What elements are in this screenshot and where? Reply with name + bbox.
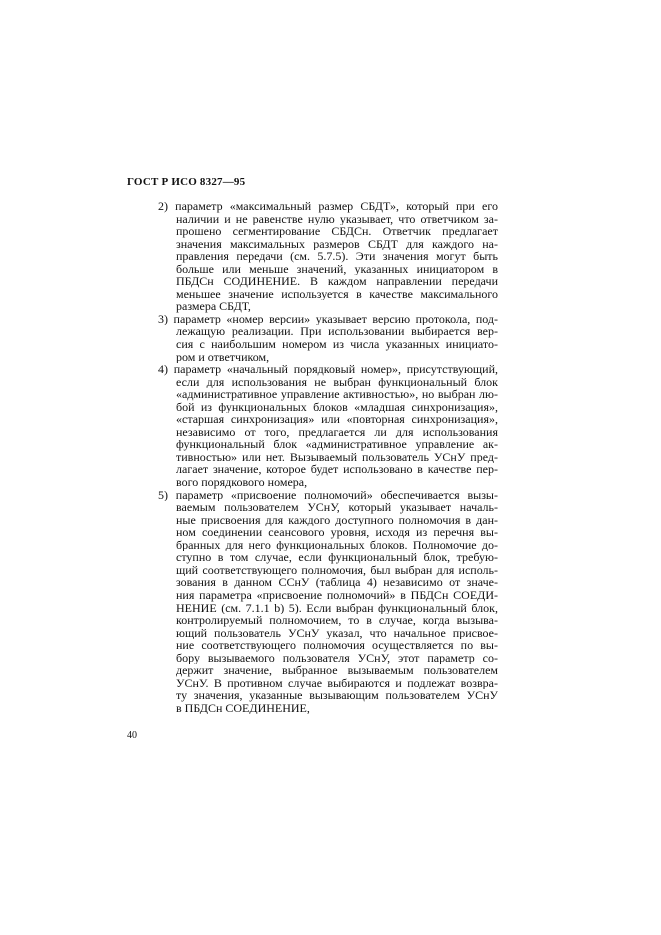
text-line: ном соединении сеансового уровня, исходя из перечня вы- [176,526,498,539]
text-line: 2) параметр «максимальный размер СБДТ», который при его [158,200,498,213]
text-line: правления передачи (см. 5.7.5). Эти значения могут быть [176,250,498,263]
page-number: 40 [127,730,137,741]
body-text [158,200,498,714]
text-line: бой из функциональных блоков «младшая синхронизация», [176,400,498,414]
text-line: сия с наибольшим номером из числа указанных инициато- [176,338,498,351]
text-line: НЕНИЕ (см. 7.1.1 b) 5). Если выбран функциональный блок, [176,601,498,615]
text-line: бранных для него функциональных блоков. Полномочие до- [176,538,498,552]
text-line: лагает значение, которое будет использовано в качестве пер- [176,463,498,477]
text-line: 3) параметр «номер версии» указывает версию протокола, под- [158,312,498,326]
text-line: значения максимальных размеров СБДТ для каждого на- [176,237,498,251]
text-line: тивностью» или нет. Вызываемый пользователь УСнУ пред- [176,450,498,464]
text-line: ту значения, указанные вызывающим пользователем УСнУ [176,689,498,702]
text-line: прошено сегментирование СБДСн. Ответчик предлагает [176,225,498,238]
text-line: независимо от того, предлагается ли для использования [176,425,498,439]
text-line: «старшая синхронизация» или «повторная синхронизация», [176,413,498,426]
text-line: УСнУ. В противном случае выбираются и подлежат возвра- [176,676,498,690]
text-line: 5) параметр «присвоение полномочий» обеспечивается вызы- [158,488,498,502]
text-line: контролируемый полномочием, то в случае, когда вызыва- [176,614,498,627]
text-line: ния параметра «присвоение полномочий» в ПБДСн СОЕДИ- [176,588,498,602]
text-line: ющий пользователь УСнУ указал, что начальное присвое- [176,626,498,640]
text-line: ступно в том случае, если функциональный блок, требую- [176,551,498,564]
text-line: щий соответствующего полномочия, был выбран для исполь- [176,563,498,577]
text-line: функциональный блок «административное управление ак- [176,438,498,451]
text-line: бору вызываемого пользователя УСнУ, этот параметр со- [176,651,498,665]
text-line: если для использования не выбран функциональный блок [176,375,498,389]
text-line: вого порядкового номера, [176,476,308,489]
text-line: зования в данном ССнУ (таблица 4) независимо от значе- [176,576,498,589]
text-line: ваемым пользователем УСнУ, который указывает началь- [176,501,498,514]
text-line: ные присвоения для каждого доступного полномочия в дан- [176,513,498,527]
text-line: в ПБДСн СОЕДИНЕНИЕ, [176,701,310,715]
text-line: держит значение, выбранное вызываемым пользователем [176,664,498,677]
text-line: больше или меньше значений, указанных инициатором в [176,262,498,276]
text-line: размера СБДТ, [176,300,251,313]
text-line: 4) параметр «начальный порядковый номер», присутствующий, [158,363,498,376]
text-line: ПБДСн СОДИНЕНИЕ. В каждом направлении передачи [176,275,498,288]
page-header: ГОСТ Р ИСО 8327—95 [127,176,246,188]
text-line: «административное управление активностью», но выбран лю- [176,388,498,401]
text-line: наличии и не равенстве нулю указывает, что ответчиком за- [176,212,498,226]
text-line: лежащую реализации. При использовании выбирается вер- [176,325,498,339]
text-line: ром и ответчиком, [176,350,270,364]
text-line: ние соответствующего полномочия осуществляется по вы- [176,639,498,652]
text-line: меньшее значение используется в качестве максимального [176,287,498,301]
